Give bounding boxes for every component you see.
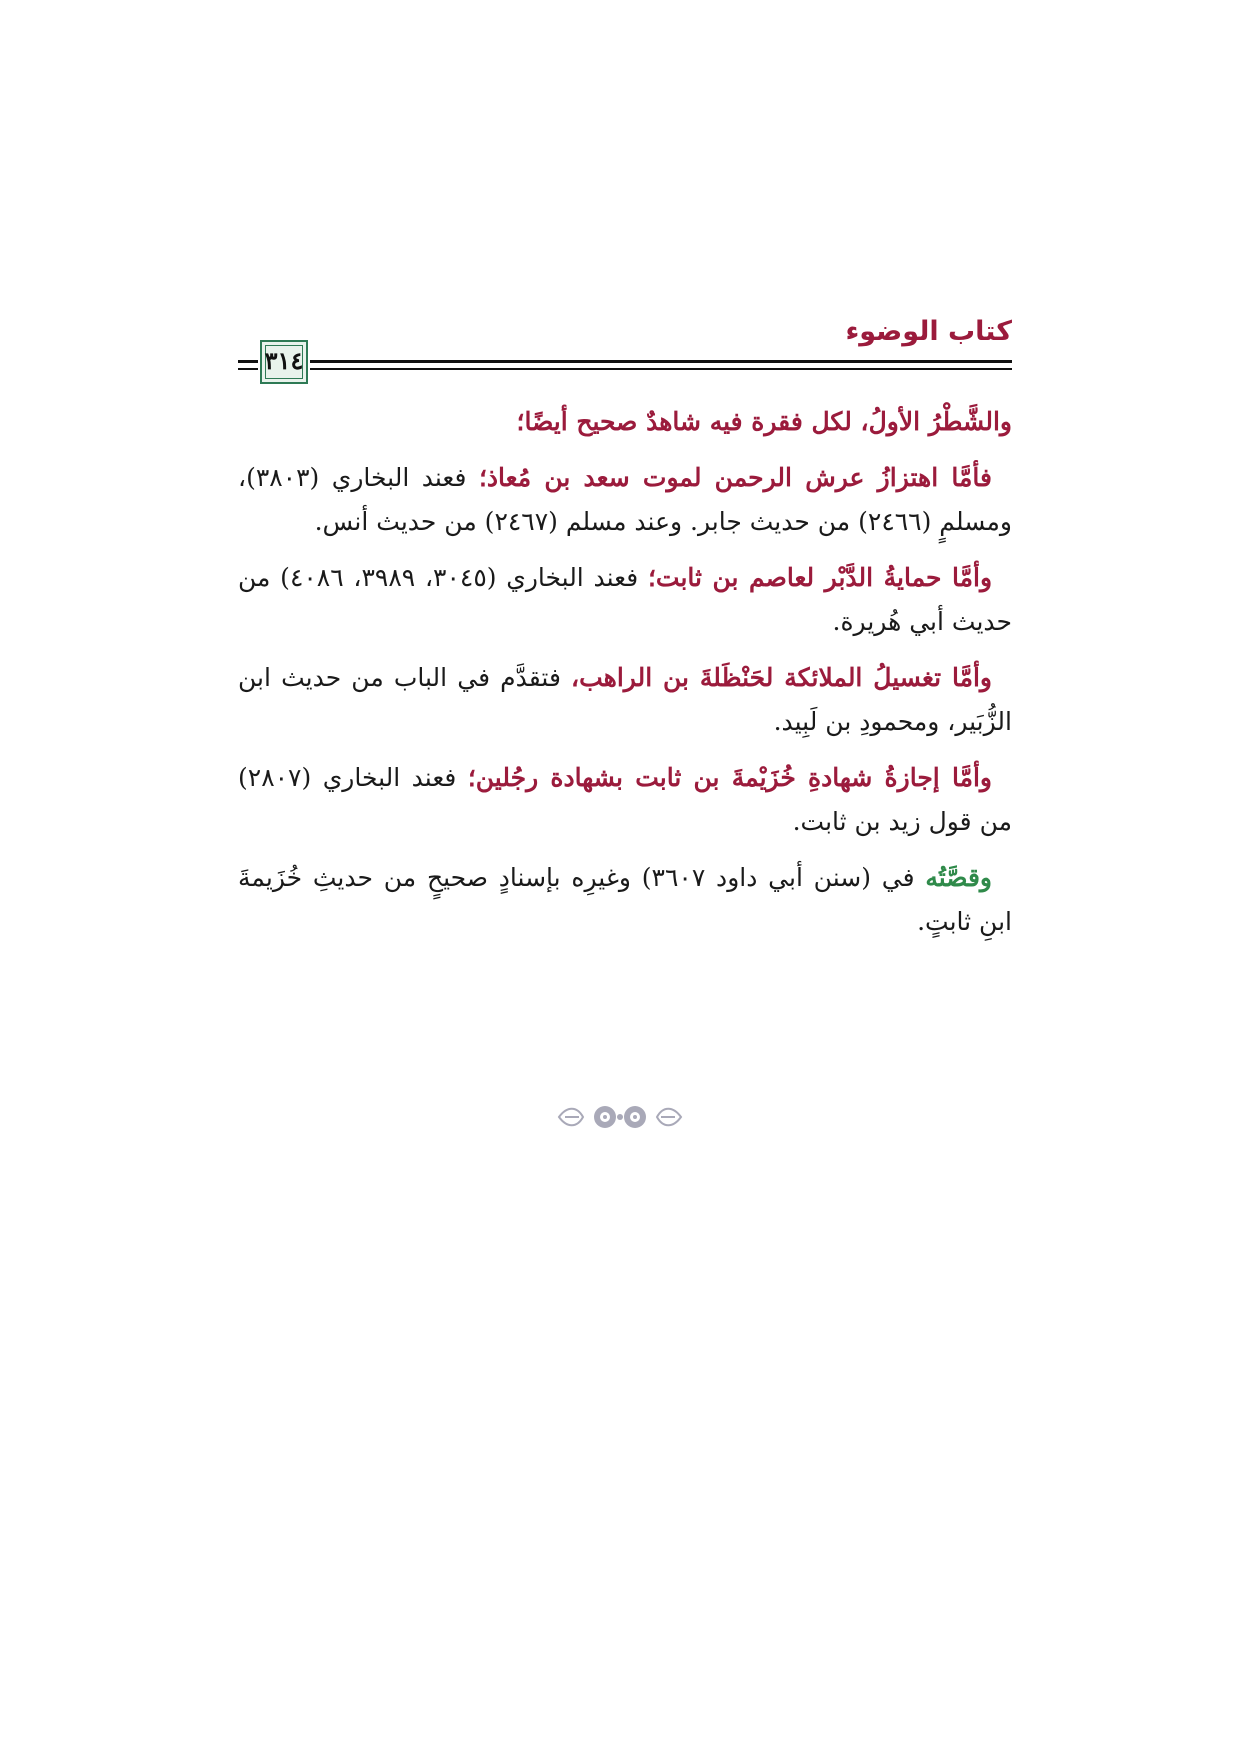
- paragraph-heading: فأمَّا اهتزازُ عرش الرحمن لموت سعد بن مُعاذ؛: [478, 463, 992, 492]
- header-rule: [310, 360, 1012, 363]
- page-number-frame: [260, 340, 308, 384]
- header-rule: [238, 368, 258, 370]
- paragraph-heading: وأمَّا حمايةُ الدَّبْر لعاصم بن ثابت؛: [647, 563, 993, 592]
- paragraph-heading: وأمَّا تغسيلُ الملائكة لحَنْظَلةَ بن الراهب،: [571, 663, 992, 692]
- page-number: ٣١٤: [264, 346, 304, 375]
- paragraph-heading: وقصَّتُه: [925, 863, 992, 892]
- page-header: [238, 310, 1012, 390]
- header-rule: [310, 368, 1012, 370]
- paragraph-text: فعند البخاري (٢٨٠٧) من قول زيد بن ثابت.: [238, 763, 1012, 836]
- paragraph: [238, 856, 1012, 944]
- paragraph: [238, 456, 1012, 544]
- header-rule: [238, 360, 258, 363]
- paragraph-heading: والشَّطْرُ الأولُ، لكل فقرة فيه شاهدٌ صحيح أيضًا؛: [516, 407, 1012, 436]
- paragraph-heading: وأمَّا إجازةُ شهادةِ خُزَيْمةَ بن ثابت بشهادة رجُلين؛: [467, 763, 992, 792]
- body-text: [238, 400, 1012, 956]
- paragraph: [238, 656, 1012, 744]
- paragraph-text: فعند البخاري (٣٨٠٣)، ومسلمٍ (٢٤٦٦) من حديث جابر. وعند مسلم (٢٤٦٧) من حديث أنس.: [238, 463, 1012, 536]
- paragraph: [238, 756, 1012, 844]
- paragraph-text: فتقدَّم في الباب من حديث ابن الزُّبَير، ومحمودِ بن لَبِيد.: [238, 663, 1012, 736]
- book-title: كتاب الوضوء: [845, 316, 1012, 347]
- paragraph: [238, 556, 1012, 644]
- paragraph-text: فعند البخاري (٣٠٤٥، ٣٩٨٩، ٤٠٨٦) من حديث أبي هُريرة.: [238, 563, 1012, 636]
- paragraph-text: في (سنن أبي داود ٣٦٠٧) وغيرِه بإسنادٍ صحيحٍ من حديثِ خُزَيمةَ ابنِ ثابتٍ.: [238, 863, 1012, 936]
- paragraph: [238, 400, 1012, 444]
- floral-divider-icon: [555, 1102, 685, 1132]
